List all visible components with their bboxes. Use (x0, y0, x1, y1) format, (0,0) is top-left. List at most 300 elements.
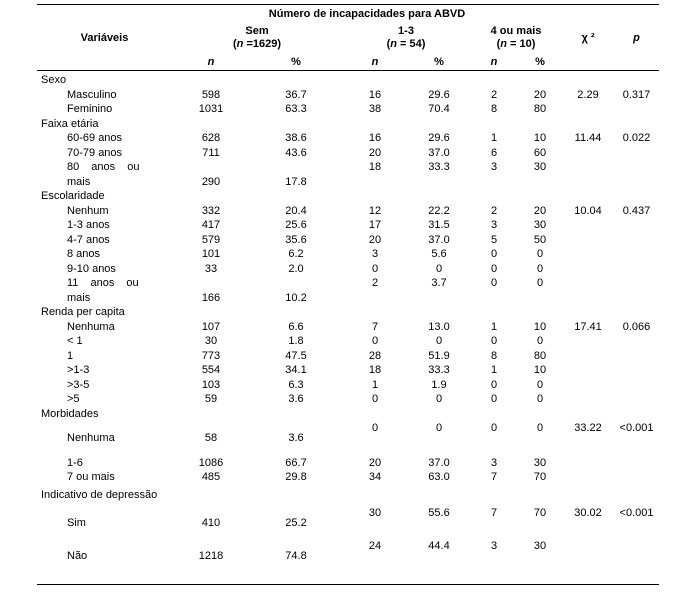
cell-1-3-pct (408, 117, 470, 132)
cell-1-3-n: 34 (368, 471, 382, 483)
cell-1-3-pct: 37.0 (428, 233, 450, 246)
cell-1-3-n: 38 (368, 103, 382, 115)
cell-sem-n (172, 160, 250, 175)
group-label: 1-3 (398, 25, 414, 37)
cell-sem-n (172, 488, 250, 503)
cell-4mais-pct (518, 305, 562, 320)
cell-4mais-n (470, 189, 518, 204)
row-label: mais (67, 291, 91, 304)
cell-p (614, 175, 659, 190)
cell-4mais-pct (518, 431, 562, 446)
cell-4mais-pct: 50 (533, 233, 547, 246)
cell-chi2 (562, 392, 614, 407)
cell-4mais-pct: 30 (533, 456, 547, 469)
cell-4mais-n: 3 (490, 161, 498, 173)
cell-p (614, 218, 659, 233)
cell-4mais-pct (518, 175, 562, 190)
cell-chi2 (562, 276, 614, 291)
table-row (37, 320, 659, 335)
section-label: Faixa etária (41, 117, 99, 130)
cell-4mais-n: 8 (490, 103, 498, 115)
cell-4mais-n: 3 (490, 456, 498, 469)
table-row (37, 218, 659, 233)
cell-1-3-n (342, 407, 408, 422)
table-row (37, 233, 659, 248)
cell-1-3-pct: 29.6 (428, 88, 450, 101)
cell-1-3-n: 0 (371, 393, 379, 405)
row-label: 80 anos ou (67, 161, 140, 173)
cell-sem-pct (250, 117, 342, 132)
cell-p (614, 291, 659, 306)
cell-p: 0.437 (622, 204, 651, 217)
n-value: = 54) (396, 38, 426, 50)
cell-4mais-n: 1 (490, 320, 498, 333)
cell-1-3-n (342, 305, 408, 320)
row-label: >3-5 (67, 378, 90, 391)
cell-chi2 (562, 262, 614, 277)
cell-4mais-n: 0 (490, 335, 498, 347)
section-label: Escolaridade (41, 190, 105, 202)
column-group-4-ou-mais (470, 25, 562, 51)
cell-sem-pct (250, 407, 342, 422)
row-spacer (37, 531, 659, 539)
cell-4mais-pct: 0 (536, 262, 544, 275)
cell-1-3-pct: 37.0 (428, 456, 450, 469)
cell-sem-n: 554 (201, 364, 221, 376)
cell-4mais-n (470, 407, 518, 422)
cell-4mais-n: 7 (490, 471, 498, 483)
table-row (37, 392, 659, 407)
row-label: mais (67, 175, 91, 188)
cell-p (614, 349, 659, 364)
row-spacer (37, 446, 659, 456)
cell-4mais-n: 1 (490, 364, 498, 376)
cell-1-3-pct: 70.4 (428, 103, 450, 115)
cell-sem-n: 410 (201, 517, 221, 529)
row-label: 60-69 anos (67, 132, 123, 144)
cell-sem-pct (250, 160, 342, 175)
cell-4mais-pct: 0 (536, 393, 544, 405)
section-header-row (37, 73, 659, 88)
cell-p (614, 431, 659, 446)
header-row (37, 22, 659, 54)
cell-chi2 (562, 456, 614, 471)
cell-p: 0.022 (622, 132, 651, 144)
cell-4mais-pct: 0 (536, 422, 544, 434)
cell-sem-pct: 3.6 (288, 432, 304, 444)
table-row (37, 146, 659, 161)
cell-sem-n: 711 (202, 146, 220, 159)
cell-sem-n: 58 (204, 432, 218, 444)
cell-chi2 (562, 470, 614, 485)
group-label: 4 ou mais (490, 25, 542, 37)
cell-sem-pct: 29.8 (285, 471, 307, 483)
cell-sem-n: 598 (201, 88, 221, 101)
cell-chi2: 11.44 (574, 132, 602, 144)
cell-chi2 (562, 117, 614, 132)
cell-p (614, 378, 659, 393)
cell-sem-n (172, 73, 250, 88)
cell-4mais-n: 0 (490, 422, 498, 434)
table-row (37, 506, 659, 519)
cell-sem-pct: 6.3 (288, 378, 304, 391)
cell-1-3-pct: 0 (435, 422, 443, 434)
cell-sem-pct: 35.6 (285, 233, 307, 246)
cell-4mais-pct: 30 (533, 539, 547, 552)
cell-4mais-n (470, 291, 518, 306)
table-row (37, 175, 659, 190)
table-row (37, 431, 659, 446)
cell-4mais-pct (518, 291, 562, 306)
cell-chi2 (562, 516, 614, 531)
row-label: 70-79 anos (67, 146, 123, 159)
cell-4mais-n (470, 305, 518, 320)
row-label: 1 (67, 349, 74, 362)
table-row (37, 291, 659, 306)
cell-chi2 (562, 549, 614, 564)
cell-1-3-n: 20 (368, 456, 382, 469)
group-n-label (470, 38, 562, 51)
cell-chi2 (562, 73, 614, 88)
cell-4mais-pct: 80 (533, 349, 547, 362)
cell-1-3-n: 30 (368, 507, 382, 519)
cell-chi2: 17.41 (574, 320, 602, 333)
cell-sem-n (172, 407, 250, 422)
cell-1-3-n: 16 (368, 88, 382, 101)
cell-4mais-n: 5 (490, 233, 498, 246)
cell-4mais-n (470, 431, 518, 446)
row-label: 4-7 anos (67, 233, 110, 246)
cell-chi2 (562, 488, 614, 503)
cell-p (614, 73, 659, 88)
chi-square-header: χ ² (581, 31, 595, 44)
cell-4mais-pct: 0 (536, 378, 544, 391)
cell-4mais-n: 0 (490, 262, 498, 275)
cell-4mais-pct (518, 189, 562, 204)
cell-4mais-pct (518, 549, 562, 564)
cell-p (614, 117, 659, 132)
cell-1-3-n: 20 (368, 233, 382, 246)
cell-chi2: 33.22 (574, 422, 602, 434)
table-row (37, 131, 659, 146)
cell-4mais-n: 6 (490, 146, 498, 159)
group-label: Sem (245, 25, 269, 37)
cell-sem-pct: 25.6 (285, 219, 307, 231)
cell-sem-n: 1218 (198, 549, 224, 562)
row-label: < 1 (67, 335, 83, 347)
cell-4mais-n (470, 488, 518, 503)
table-row (37, 247, 659, 262)
cell-4mais-pct: 0 (536, 277, 544, 289)
subheader-n: n (207, 56, 215, 68)
cell-4mais-pct: 10 (533, 320, 547, 333)
cell-p (614, 262, 659, 277)
cell-sem-pct: 2.0 (288, 262, 304, 275)
cell-sem-pct: 20.4 (285, 204, 307, 217)
cell-sem-pct (250, 73, 342, 88)
cell-1-3-pct: 13.0 (428, 320, 450, 333)
section-label: Sexo (41, 74, 67, 86)
cell-sem-n: 1031 (198, 103, 224, 115)
cell-4mais-n: 0 (490, 378, 498, 391)
row-label: >1-3 (67, 364, 90, 376)
cell-sem-pct: 47.5 (285, 349, 307, 362)
cell-4mais-n: 0 (490, 248, 498, 260)
cell-p (614, 470, 659, 485)
cell-1-3-n (342, 488, 408, 503)
cell-1-3-pct: 31.5 (428, 219, 450, 231)
table-row (37, 204, 659, 219)
cell-sem-pct: 66.7 (285, 456, 307, 469)
cell-p (614, 102, 659, 117)
n-symbol: n (500, 38, 507, 50)
row-label: Sim (67, 517, 86, 529)
cell-p (614, 334, 659, 349)
cell-4mais-n: 3 (490, 219, 498, 231)
cell-1-3-pct (408, 189, 470, 204)
cell-4mais-pct: 70 (533, 471, 547, 483)
paren-open: ( (386, 38, 391, 50)
cell-sem-n: 33 (204, 262, 218, 275)
n-value: = 10) (506, 38, 536, 50)
cell-sem-pct (250, 276, 342, 291)
cell-chi2 (562, 218, 614, 233)
cell-1-3-pct: 33.3 (428, 364, 450, 376)
cell-1-3-pct: 33.3 (428, 161, 450, 173)
cell-sem-pct: 36.7 (285, 88, 307, 101)
cell-p (614, 488, 659, 503)
table-body (37, 71, 659, 563)
cell-4mais-n (470, 175, 518, 190)
paren-open: ( (232, 38, 237, 50)
cell-sem-pct: 1.8 (288, 335, 304, 347)
cell-p (614, 233, 659, 248)
cell-4mais-pct: 30 (533, 161, 547, 173)
cell-p (614, 549, 659, 564)
table-row (37, 549, 659, 564)
cell-p (614, 146, 659, 161)
cell-1-3-pct: 22.2 (428, 204, 450, 217)
table-row (37, 470, 659, 485)
row-label: >5 (67, 393, 80, 405)
cell-sem-n (172, 276, 250, 291)
table-row (37, 262, 659, 277)
n-symbol: n (236, 38, 244, 50)
cell-1-3-pct (408, 291, 470, 306)
cell-sem-n: 417 (201, 219, 221, 231)
cell-4mais-pct (518, 73, 562, 88)
cell-1-3-n: 12 (368, 204, 382, 217)
cell-chi2 (562, 160, 614, 175)
cell-1-3-pct: 0 (435, 393, 443, 405)
cell-chi2 (562, 102, 614, 117)
section-header-row (37, 488, 659, 503)
row-label: 8 anos (67, 248, 101, 260)
subheader-n: n (371, 56, 379, 68)
cell-sem-n: 101 (201, 248, 221, 260)
cell-sem-n (172, 189, 250, 204)
bottom-rule (37, 584, 659, 585)
cell-4mais-n: 1 (490, 132, 498, 144)
subheader-row (37, 54, 659, 70)
cell-1-3-pct (408, 175, 470, 190)
variables-header: Variáveis (80, 31, 129, 44)
cell-4mais-pct: 30 (533, 219, 547, 231)
cell-p: 0.317 (622, 88, 651, 101)
cell-4mais-n: 7 (490, 507, 498, 519)
cell-1-3-n: 1 (371, 378, 379, 391)
cell-1-3-pct: 63.0 (428, 471, 450, 483)
cell-p (614, 456, 659, 471)
cell-sem-pct: 17.8 (285, 175, 307, 188)
row-label: Nenhuma (67, 320, 115, 333)
cell-1-3-n: 16 (368, 132, 382, 144)
cell-1-3-n: 7 (371, 320, 379, 333)
cell-1-3-n (342, 549, 408, 564)
cell-1-3-n: 2 (371, 277, 379, 289)
cell-4mais-pct: 0 (536, 335, 544, 347)
cell-sem-n: 30 (204, 335, 218, 347)
cell-1-3-pct: 55.6 (428, 507, 450, 519)
cell-1-3-pct: 29.6 (428, 132, 450, 144)
cell-p (614, 407, 659, 422)
cell-chi2: 2.29 (577, 88, 599, 101)
cell-sem-pct: 3.6 (288, 393, 304, 405)
cell-chi2 (562, 305, 614, 320)
table-row (37, 456, 659, 471)
row-label: Masculino (67, 88, 117, 101)
section-label: Morbidades (41, 407, 99, 420)
cell-sem-pct: 25.2 (285, 517, 307, 529)
row-label: 9-10 anos (67, 262, 116, 275)
table-row (37, 539, 659, 552)
cell-4mais-n: 8 (490, 349, 498, 362)
cell-1-3-pct: 5.6 (431, 248, 447, 260)
cell-1-3-n: 18 (368, 364, 382, 376)
section-header-row (37, 305, 659, 320)
cell-1-3-n: 20 (368, 146, 382, 159)
table-title: Número de incapacidades para ABVD (268, 8, 466, 20)
cell-4mais-n: 0 (490, 277, 498, 289)
cell-4mais-pct: 10 (533, 364, 547, 376)
cell-p (614, 160, 659, 175)
cell-p (614, 276, 659, 291)
cell-chi2 (562, 189, 614, 204)
cell-sem-n: 103 (201, 378, 221, 391)
cell-4mais-pct (518, 117, 562, 132)
cell-1-3-pct (408, 305, 470, 320)
section-label: Renda per capita (41, 306, 125, 318)
cell-1-3-n: 3 (371, 248, 379, 260)
cell-4mais-n: 2 (490, 88, 498, 101)
cell-sem-n: 290 (201, 175, 221, 188)
subheader-pct: % (535, 56, 545, 68)
subheader-pct: % (434, 56, 444, 68)
cell-p (614, 516, 659, 531)
cell-p: <0.001 (619, 422, 654, 434)
cell-1-3-pct: 51.9 (428, 349, 450, 362)
cell-p (614, 363, 659, 378)
section-label: Indicativo de depressão (41, 488, 158, 501)
cell-1-3-pct (408, 73, 470, 88)
cell-1-3-pct (408, 549, 470, 564)
cell-1-3-pct (408, 407, 470, 422)
cell-1-3-n: 18 (368, 161, 382, 173)
cell-4mais-pct (518, 407, 562, 422)
cell-4mais-n: 2 (490, 204, 498, 217)
cell-chi2 (562, 233, 614, 248)
cell-4mais-pct: 0 (536, 248, 544, 260)
cell-4mais-n (470, 549, 518, 564)
cell-p: 0.066 (622, 320, 651, 333)
cell-4mais-pct: 70 (533, 507, 547, 519)
cell-1-3-n: 17 (368, 219, 382, 231)
cell-1-3-pct: 37.0 (428, 146, 450, 159)
cell-1-3-n: 0 (371, 422, 379, 434)
row-label: Feminino (67, 103, 113, 115)
section-header-row (37, 189, 659, 204)
cell-sem-pct (250, 305, 342, 320)
cell-sem-n: 1086 (198, 456, 224, 469)
cell-1-3-pct (408, 516, 470, 531)
cell-chi2 (562, 146, 614, 161)
cell-1-3-pct (408, 431, 470, 446)
cell-sem-n: 579 (201, 233, 221, 246)
cell-sem-pct: 10.2 (285, 291, 307, 304)
cell-sem-n: 332 (201, 204, 221, 217)
cell-1-3-n (342, 291, 408, 306)
cell-4mais-n (470, 73, 518, 88)
table-row (37, 349, 659, 364)
cell-1-3-pct: 1.9 (431, 378, 447, 391)
cell-chi2 (562, 175, 614, 190)
cell-chi2 (562, 291, 614, 306)
cell-chi2: 30.02 (574, 507, 602, 519)
cell-p (614, 247, 659, 262)
column-group-1-3 (342, 25, 470, 51)
cell-chi2 (562, 407, 614, 422)
cell-1-3-n (342, 431, 408, 446)
cell-4mais-n (470, 117, 518, 132)
table-row (37, 160, 659, 175)
cell-4mais-n (470, 516, 518, 531)
n-value: =1629) (243, 38, 282, 50)
cell-1-3-pct: 0 (435, 262, 443, 275)
cell-sem-n: 107 (201, 320, 221, 333)
cell-1-3-pct: 3.7 (431, 277, 447, 289)
cell-4mais-n: 0 (490, 393, 498, 405)
n-symbol: n (390, 38, 397, 50)
column-group-sem (172, 25, 342, 51)
row-label: 1-6 (67, 456, 83, 469)
cell-chi2 (562, 378, 614, 393)
cell-sem-pct: 63.3 (285, 103, 307, 115)
cell-sem-pct: 38.6 (285, 132, 307, 144)
cell-1-3-pct (408, 488, 470, 503)
cell-4mais-pct: 80 (533, 103, 547, 115)
row-label: 11 anos ou (67, 277, 139, 289)
cell-4mais-pct: 20 (533, 204, 547, 217)
cell-1-3-n (342, 175, 408, 190)
section-header-row (37, 117, 659, 132)
cell-sem-pct: 6.2 (288, 248, 304, 260)
statistics-table (37, 4, 659, 585)
table-row (37, 334, 659, 349)
cell-chi2 (562, 363, 614, 378)
cell-1-3-n: 0 (371, 335, 379, 347)
cell-sem-pct: 74.8 (285, 549, 307, 562)
paren-open: ( (496, 38, 501, 50)
